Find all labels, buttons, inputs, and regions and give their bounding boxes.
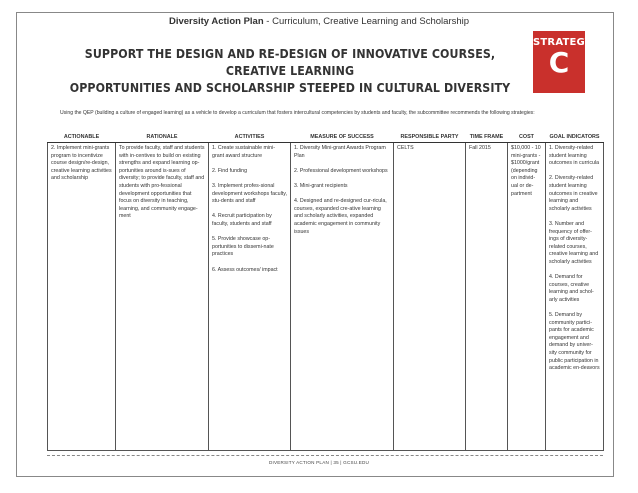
table-row (48, 143, 604, 451)
page-footer: DIVERSITY ACTION PLAN | 35 | GCSU.EDU (268, 460, 370, 465)
goal-item: 4. Demand for courses, creative learning and schol-arly activities (549, 274, 594, 303)
strategy-label: STRATEGY (533, 37, 593, 48)
activity-item: 1. Create sustainable mini-grant award structure (212, 145, 276, 159)
column-header-actionable: ACTIONABLE (48, 120, 116, 143)
column-header-responsible-party: RESPONSIBLE PARTY (394, 120, 466, 143)
strategy-table (47, 120, 604, 451)
activity-item: 2. Find funding (212, 167, 248, 174)
header-title-bold: Diversity Action Plan (168, 16, 264, 27)
column-header-measure-of-success: MEASURE OF SUCCESS (291, 120, 394, 143)
document-header (0, 16, 638, 27)
activity-item: 4. Recruit participation by faculty, students and staff (212, 213, 272, 227)
measure-item: 4. Designed and re-designed cur-ricula, courses, expanded cre-ative learning and scholarly activities, expanded academic engagement in community issues (294, 198, 387, 235)
measure-item: 2. Professional development workshops (294, 167, 388, 174)
cell-time-frame: Fall 2015 (466, 143, 508, 451)
table-header-row (48, 120, 604, 143)
column-header-rationale: RATIONALE (116, 120, 209, 143)
goal-item: 2. Diversity-related student learning outcomes in creative learning and scholarly activities (549, 175, 598, 212)
activity-item: 5. Provide showcase op-portunities to dissemi-nate practices (212, 236, 274, 258)
cell-actionable: 2. Implement mini-grants program to incentivize course design/re-design, creative learning activities and scholarship (48, 143, 116, 451)
goal-item: 3. Number and frequency of offer-ings of diversity-related courses, creative learning and scholarly activities (549, 220, 599, 265)
header-title-rest: - Curriculum, Creative Learning and Scholarship (263, 16, 470, 27)
goal-item: 1. Diversity-related student learning outcomes in curricula (549, 145, 600, 167)
goal-item: 5. Demand by community partici-pants for academic engagement and demand by univer-sity community for public participation in academic en-deavors (549, 312, 600, 372)
cell-goal-indicators (546, 143, 604, 451)
column-header-activities: ACTIVITIES (209, 120, 291, 143)
cell-responsible-party: CELTS (394, 143, 466, 451)
cell-cost: $10,000 - 10 mini-grants - $1000/grant (depending on individ-ual or de-partment (508, 143, 546, 451)
strategy-letter: C (548, 46, 570, 79)
measure-item: 3. Mini-grant recipients (294, 182, 348, 189)
cell-activities (209, 143, 291, 451)
cell-measure-of-success (291, 143, 394, 451)
column-header-cost: COST (508, 120, 546, 143)
cell-rationale: To provide faculty, staff and students with in-centives to build on existing strengths and expand learning op-portunities around is-sues of diversity; to provide faculty, staff and students with pro-fessional development opportunities that focus on diversity in teaching, learning, and community engage-ment (116, 143, 209, 451)
activity-item: 3. Implement profes-sional development workshops faculty, stu-dents and staff (212, 182, 287, 205)
activity-item: 6. Assess outcomes/ impact (212, 266, 278, 273)
column-header-time-frame: TIME FRAME (466, 120, 508, 143)
page-title-line2: OPPORTUNITIES AND SCHOLARSHIP STEEPED IN CULTURAL DIVERSITY (69, 81, 511, 95)
footer-divider (47, 455, 603, 456)
column-header-goal-indicators: GOAL INDICATORS (546, 120, 604, 143)
page-title-line1: SUPPORT THE DESIGN AND RE-DESIGN OF INNOVATIVE COURSES, CREATIVE LEARNING (84, 47, 496, 78)
page-title (60, 46, 520, 97)
strategy-badge (533, 31, 593, 93)
measure-item: 1. Diversity Mini-grant Awards Program Plan (294, 145, 386, 159)
intro-text: Using the QEP (building a culture of engaged learning) as a vehicle to develop a curriculum that fosters intercultural competencies by students and faculty, the subcommittee recommends the following strategies: (60, 110, 535, 116)
